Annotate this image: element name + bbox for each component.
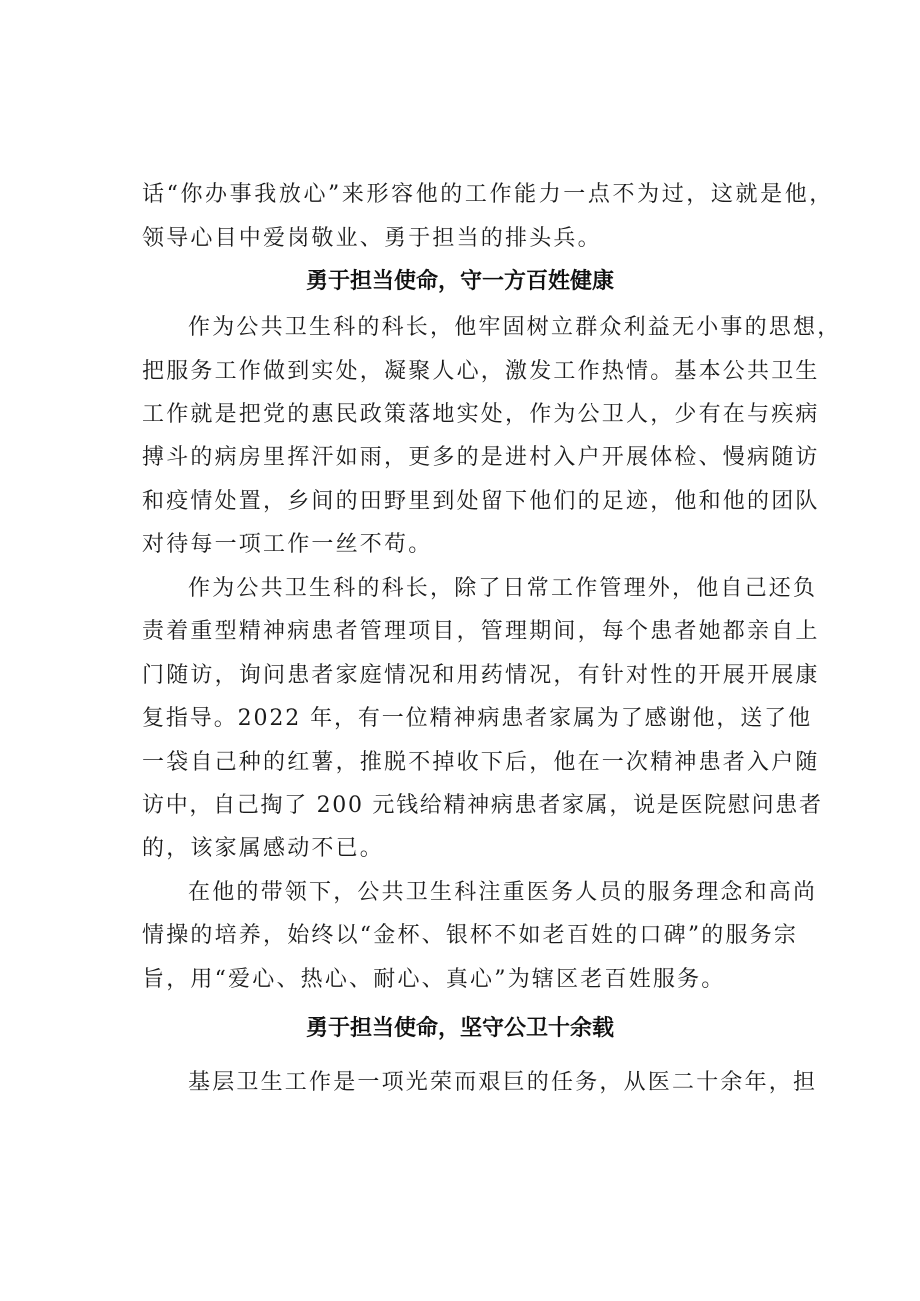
paragraph-line: 对待每一项工作一丝不苟。 [142,532,433,557]
paragraph-line: 在他的带领下，公共卫生科注重医务人员的服务理念和高尚 [188,880,818,905]
paragraph-line: 搏斗的病房里挥汗如雨，更多的是进村入户开展体检、慢病随访 [142,445,820,470]
paragraph-line: 旨，用“爱心、热心、耐心、真心”为辖区老百姓服务。 [142,967,726,992]
section-heading: 勇于担当使命，坚守公卫十余载 [305,1016,614,1041]
paragraph-line: 作为公共卫生科的科长，除了日常工作管理外，他自己还负 [188,576,818,601]
paragraph-line: 访中，自己掏了 200 元钱给精神病患者家属，说是医院慰问患者 [142,793,823,818]
paragraph-line: 复指导。2022 年，有一位精神病患者家属为了感谢他，送了他 [142,706,812,731]
paragraph-line: 门随访，询问患者家庭情况和用药情况，有针对性的开展开展康 [142,663,820,688]
paragraph-line: 领导心目中爱岗敬业、勇于担当的排头兵。 [142,226,602,251]
paragraph-line: 作为公共卫生科的科长，他牢固树立群众利益无小事的思想， [188,315,842,340]
paragraph-line: 基层卫生工作是一项光荣而艰巨的任务，从医二十余年，担 [188,1070,818,1095]
paragraph-line: 话“你办事我放心”来形容他的工作能力一点不为过，这就是他， [142,182,834,207]
paragraph-line: 责着重型精神病患者管理项目，管理期间，每个患者她都亲自上 [142,619,820,644]
paragraph-line: 和疫情处置，乡间的田野里到处留下他们的足迹，他和他的团队 [142,489,820,514]
paragraph-line: 把服务工作做到实处，凝聚人心，激发工作热情。基本公共卫生 [142,359,820,384]
paragraph-line: 一袋自己种的红薯，推脱不掉收下后，他在一次精神患者入户随 [142,750,820,775]
paragraph-line: 的，该家属感动不已。 [142,836,385,861]
section-heading: 勇于担当使命，守一方百姓健康 [305,269,614,294]
paragraph-line: 工作就是把党的惠民政策落地实处，作为公卫人，少有在与疾病 [142,402,820,427]
paragraph-line: 情操的培养，始终以“金杯、银杯不如老百姓的口碑”的服务宗 [142,923,799,948]
